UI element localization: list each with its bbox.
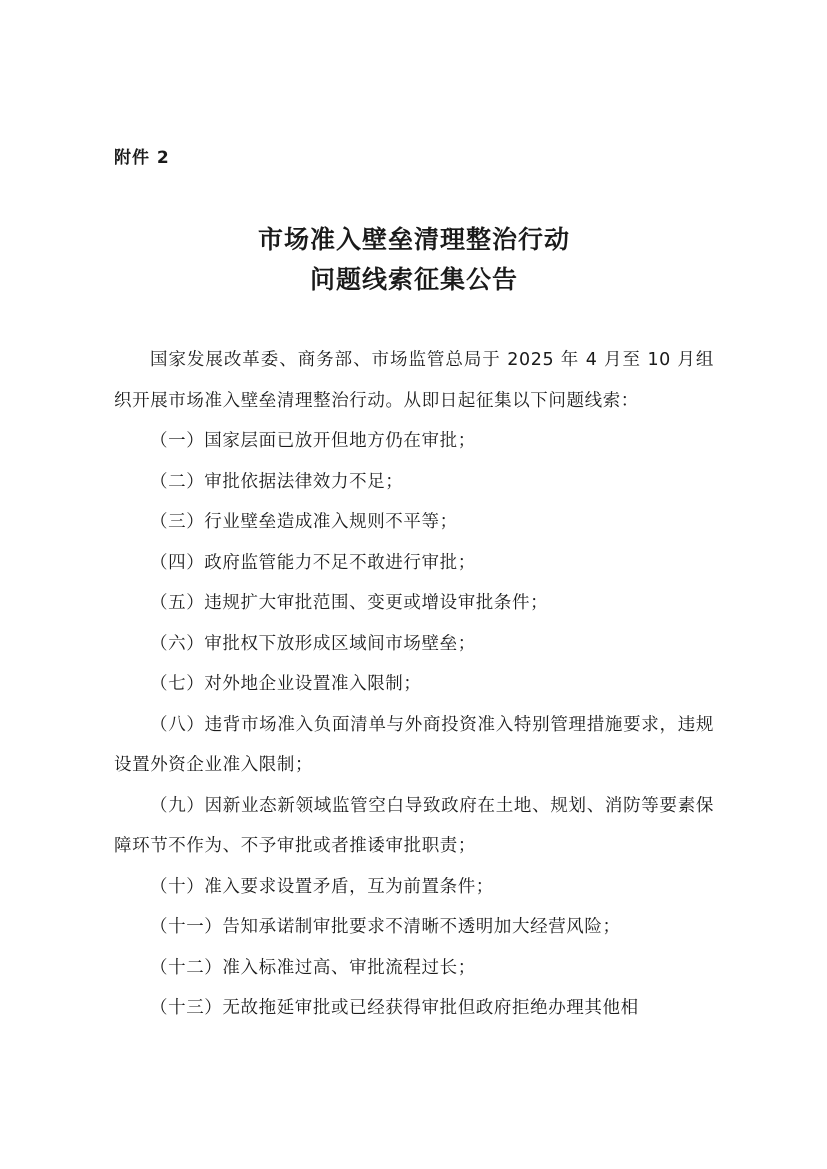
list-item: （十二）准入标准过高、审批流程过长； — [150, 957, 476, 978]
list-item: （十一）告知承诺制审批要求不清晰不透明加大经营风险； — [150, 917, 621, 937]
list-item: （九）因新业态新领域监管空白导致政府在土地、规划、消防等要素保障环节不作为、不予审批或者推诿审批职责； — [114, 795, 714, 856]
list-item: （三）行业壁垒造成准入规则不平等； — [150, 512, 458, 532]
document-title — [114, 220, 714, 300]
list-item: （六）审批权下放形成区域间市场壁垒； — [150, 633, 476, 654]
title-line-2: 问题线索征集公告 — [309, 265, 518, 294]
list-item: （二）审批依据法律效力不足； — [150, 471, 404, 492]
list-item: （十）准入要求设置矛盾，互为前置条件； — [150, 876, 494, 897]
document-body — [114, 340, 714, 1029]
list-item: （八）违背市场准入负面清单与外商投资准入特别管理措施要求，违规设置外资企业准入限制； — [114, 714, 714, 775]
list-item: （七）对外地企业设置准入限制； — [150, 674, 422, 694]
attachment-label: 附件 2 — [114, 148, 170, 168]
intro-paragraph: 国家发展改革委、商务部、市场监管总局于 2025 年 4 月至 10 月组织开展市场准入壁垒清理整治行动。从即日起征集以下问题线索： — [114, 350, 714, 411]
list-item: （五）违规扩大审批范围、变更或增设审批条件； — [150, 593, 549, 613]
list-item: （十三）无故拖延审批或已经获得审批但政府拒绝办理其他相 — [150, 998, 639, 1018]
list-item: （四）政府监管能力不足不敢进行审批； — [150, 552, 476, 573]
list-item: （一）国家层面已放开但地方仍在审批； — [150, 431, 476, 451]
title-line-1: 市场准入壁垒清理整治行动 — [257, 225, 570, 254]
